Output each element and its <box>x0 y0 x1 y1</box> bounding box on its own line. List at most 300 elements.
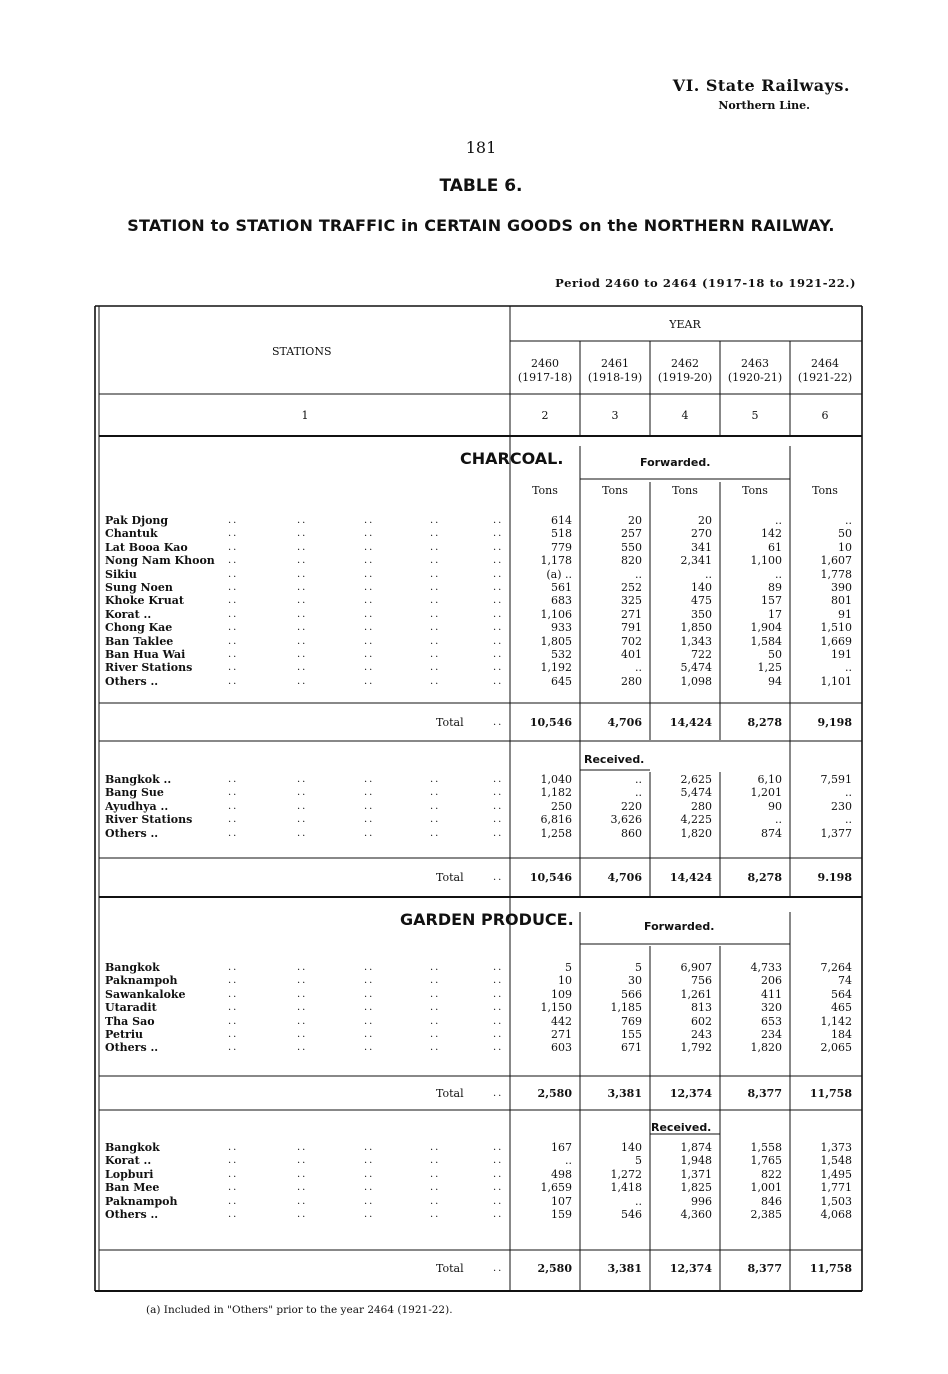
leader-dots: .. <box>493 962 504 973</box>
leader-dots: .. <box>430 814 441 826</box>
cell-value: 2,341 <box>680 554 712 568</box>
leader-dots: .. <box>430 975 441 987</box>
leader-dots: .. <box>430 1155 441 1167</box>
leader-dots: .. <box>364 1002 375 1014</box>
leader-dots: .. <box>430 595 441 607</box>
unit-label: Tons <box>742 484 768 497</box>
leader-dots: .. <box>430 555 441 567</box>
station-name: Lat Booa Kao <box>105 540 188 554</box>
cell-value: 1,669 <box>820 634 852 648</box>
leader-dots: .. <box>297 774 308 785</box>
leader-dots: .. <box>430 649 441 660</box>
cell-value: 350 <box>691 607 712 621</box>
leader-dots: .. <box>493 872 504 883</box>
year-column-label: YEAR <box>669 318 701 331</box>
cell-value: 184 <box>831 1028 852 1041</box>
cell-value: .. <box>845 813 852 827</box>
leader-dots: .. <box>297 1142 308 1153</box>
cell-value: 1,178 <box>540 554 572 568</box>
cell-value: 10 <box>838 540 852 554</box>
leader-dots: .. <box>493 1042 504 1054</box>
cell-value: 614 <box>551 514 572 527</box>
leader-dots: .. <box>493 1142 504 1153</box>
cell-value: 5 <box>635 1154 642 1168</box>
leader-dots: .. <box>228 962 239 973</box>
cell-value: .. <box>635 567 642 581</box>
cell-value: 1,778 <box>820 567 852 581</box>
leader-dots: .. <box>228 662 239 674</box>
year-header-ce: (1920-21) <box>727 371 783 384</box>
leader-dots: .. <box>364 595 375 607</box>
station-name: Petriu <box>105 1028 144 1041</box>
section-title: GARDEN PRODUCE. <box>400 910 574 929</box>
cell-value: 50 <box>768 648 782 661</box>
leader-dots: .. <box>493 1015 504 1027</box>
cell-value: 1,825 <box>680 1181 712 1195</box>
cell-value: 142 <box>761 527 782 541</box>
cell-value: 390 <box>831 581 852 594</box>
cell-value: 325 <box>621 594 642 608</box>
station-name: Others .. <box>105 674 159 688</box>
leader-dots: .. <box>297 582 308 593</box>
cell-value: 157 <box>761 594 782 608</box>
running-header-series: VI. State Railways. <box>672 76 850 95</box>
leader-dots: .. <box>297 1155 308 1167</box>
cell-value: 1,503 <box>820 1194 852 1208</box>
block-label: Forwarded. <box>640 456 711 469</box>
section-title: CHARCOAL. <box>460 449 564 468</box>
leader-dots: .. <box>364 827 375 839</box>
total-value: 14,424 <box>669 716 712 729</box>
leader-dots: .. <box>493 608 504 620</box>
station-name: River Stations <box>105 813 193 827</box>
cell-value: 1,548 <box>820 1154 852 1168</box>
cell-value: 683 <box>551 594 572 608</box>
year-header-ce: (1918-19) <box>587 371 643 384</box>
leader-dots: .. <box>430 662 441 674</box>
cell-value: 1,495 <box>820 1167 852 1181</box>
station-name: Others .. <box>105 1041 159 1055</box>
cell-value: 465 <box>831 1001 852 1015</box>
total-value: 8,278 <box>747 871 782 884</box>
leader-dots: .. <box>297 787 308 799</box>
cell-value: 1,558 <box>750 1141 782 1154</box>
cell-value: 791 <box>621 621 642 635</box>
leader-dots: .. <box>297 595 308 607</box>
station-name: Bangkok <box>105 961 160 974</box>
leader-dots: .. <box>364 1168 375 1180</box>
station-name: Sawankaloke <box>105 987 186 1001</box>
cell-value: 1,820 <box>750 1041 782 1055</box>
cell-value: .. <box>775 813 782 827</box>
leader-dots: .. <box>364 541 375 553</box>
station-name: Lopburi <box>105 1167 154 1181</box>
leader-dots: .. <box>430 1042 441 1054</box>
leader-dots: .. <box>364 962 375 973</box>
cell-value: 167 <box>551 1141 572 1154</box>
cell-value: 779 <box>551 540 572 554</box>
leader-dots: .. <box>364 662 375 674</box>
cell-value: 401 <box>621 648 642 661</box>
cell-value: 996 <box>691 1194 712 1208</box>
leader-dots: .. <box>228 1155 239 1167</box>
leader-dots: .. <box>228 1195 239 1207</box>
year-header-ce: (1917-18) <box>517 371 573 384</box>
total-value: 8,377 <box>747 1262 782 1275</box>
cell-value: 280 <box>621 674 642 688</box>
leader-dots: .. <box>228 1002 239 1014</box>
leader-dots: .. <box>364 787 375 799</box>
cell-value: 1,258 <box>540 826 572 840</box>
leader-dots: .. <box>228 675 239 687</box>
leader-dots: .. <box>228 787 239 799</box>
leader-dots: .. <box>228 1029 239 1040</box>
leader-dots: .. <box>297 675 308 687</box>
cell-value: 6,907 <box>680 961 712 974</box>
leader-dots: .. <box>228 814 239 826</box>
cell-value: 250 <box>551 799 572 813</box>
total-label: Total <box>436 1087 464 1100</box>
cell-value: 411 <box>761 987 782 1001</box>
total-value: 9.198 <box>817 871 852 884</box>
leader-dots: .. <box>493 675 504 687</box>
leader-dots: .. <box>297 555 308 567</box>
leader-dots: .. <box>430 635 441 647</box>
leader-dots: .. <box>228 595 239 607</box>
leader-dots: .. <box>493 1088 504 1099</box>
unit-label: Tons <box>812 484 838 497</box>
cell-value: 1,874 <box>680 1141 712 1154</box>
column-number: 6 <box>821 409 829 422</box>
cell-value: 90 <box>768 799 782 813</box>
cell-value: 1,850 <box>680 621 712 635</box>
leader-dots: .. <box>297 975 308 987</box>
leader-dots: .. <box>364 568 375 580</box>
total-value: 9,198 <box>817 716 852 729</box>
leader-dots: .. <box>297 568 308 580</box>
station-name: Paknampoh <box>105 974 178 988</box>
cell-value: 2,385 <box>750 1208 782 1221</box>
total-value: 10,546 <box>529 716 572 729</box>
cell-value: 20 <box>698 514 712 527</box>
cell-value: 10 <box>558 974 572 988</box>
cell-value: 50 <box>838 527 852 541</box>
total-value: 3,381 <box>607 1087 642 1100</box>
leader-dots: .. <box>228 1182 239 1194</box>
leader-dots: .. <box>493 541 504 553</box>
leader-dots: .. <box>364 975 375 987</box>
total-value: 3,381 <box>607 1262 642 1275</box>
leader-dots: .. <box>493 662 504 674</box>
leader-dots: .. <box>364 774 375 785</box>
leader-dots: .. <box>297 1195 308 1207</box>
total-value: 14,424 <box>669 871 712 884</box>
column-number: 3 <box>611 409 619 422</box>
leader-dots: .. <box>430 1168 441 1180</box>
station-name: Chantuk <box>105 527 158 541</box>
total-value: 11,758 <box>809 1087 852 1100</box>
cell-value: 74 <box>838 974 852 988</box>
leader-dots: .. <box>297 608 308 620</box>
cell-value: 6,10 <box>757 773 782 786</box>
cell-value: 1,607 <box>820 554 852 568</box>
station-name: Others .. <box>105 826 159 840</box>
cell-value: 4,733 <box>750 961 782 974</box>
cell-value: 1,25 <box>757 661 782 675</box>
leader-dots: .. <box>364 515 375 526</box>
leader-dots: .. <box>297 1029 308 1040</box>
cell-value: 1,805 <box>540 634 572 648</box>
station-name: Pak Djong <box>105 514 169 527</box>
period-caption: Period 2460 to 2464 (1917-18 to 1921-22.) <box>555 276 856 290</box>
station-name: Utaradit <box>105 1001 157 1015</box>
leader-dots: .. <box>228 608 239 620</box>
leader-dots: .. <box>493 528 504 540</box>
cell-value: 4,225 <box>680 813 712 827</box>
cell-value: .. <box>845 514 852 527</box>
leader-dots: .. <box>493 717 504 728</box>
total-value: 2,580 <box>537 1087 572 1100</box>
page-number: 181 <box>465 138 497 157</box>
cell-value: 550 <box>621 540 642 554</box>
cell-value: 603 <box>551 1041 572 1055</box>
cell-value: 191 <box>831 648 852 661</box>
leader-dots: .. <box>364 1042 375 1054</box>
leader-dots: .. <box>364 814 375 826</box>
cell-value: 230 <box>831 799 852 813</box>
leader-dots: .. <box>228 975 239 987</box>
running-header-line: Northern Line. <box>718 99 810 112</box>
leader-dots: .. <box>228 1015 239 1027</box>
cell-value: 5 <box>565 961 572 974</box>
leader-dots: .. <box>430 827 441 839</box>
station-name: Ban Taklee <box>105 634 174 648</box>
leader-dots: .. <box>430 608 441 620</box>
cell-value: 320 <box>761 1001 782 1015</box>
cell-value: 271 <box>551 1028 572 1041</box>
cell-value: 5,474 <box>680 786 712 800</box>
cell-value: 91 <box>838 607 852 621</box>
station-name: Korat .. <box>105 607 152 621</box>
cell-value: 155 <box>621 1028 642 1041</box>
leader-dots: .. <box>228 1042 239 1054</box>
station-name: Others .. <box>105 1208 159 1221</box>
leader-dots: .. <box>364 1015 375 1027</box>
cell-value: 1,418 <box>610 1181 642 1195</box>
leader-dots: .. <box>228 827 239 839</box>
cell-value: 933 <box>551 621 572 635</box>
leader-dots: .. <box>493 635 504 647</box>
cell-value: 3,626 <box>610 813 642 827</box>
leader-dots: .. <box>493 800 504 812</box>
leader-dots: .. <box>430 787 441 799</box>
leader-dots: .. <box>493 827 504 839</box>
leader-dots: .. <box>297 635 308 647</box>
leader-dots: .. <box>297 515 308 526</box>
leader-dots: .. <box>364 608 375 620</box>
leader-dots: .. <box>430 774 441 785</box>
leader-dots: .. <box>493 1029 504 1040</box>
station-name: Ban Hua Wai <box>105 648 186 661</box>
cell-value: 475 <box>691 594 712 608</box>
leader-dots: .. <box>228 988 239 1000</box>
leader-dots: .. <box>493 649 504 660</box>
cell-value: 602 <box>691 1014 712 1028</box>
column-number: 5 <box>751 409 759 422</box>
cell-value: 1,272 <box>610 1167 642 1181</box>
cell-value: .. <box>775 514 782 527</box>
leader-dots: .. <box>297 528 308 540</box>
leader-dots: .. <box>297 622 308 634</box>
cell-value: 653 <box>761 1014 782 1028</box>
cell-value: 722 <box>691 648 712 661</box>
leader-dots: .. <box>493 622 504 634</box>
leader-dots: .. <box>297 541 308 553</box>
cell-value: 1,142 <box>820 1014 852 1028</box>
leader-dots: .. <box>228 635 239 647</box>
total-value: 8,377 <box>747 1087 782 1100</box>
cell-value: 61 <box>768 540 782 554</box>
footnote: (a) Included in "Others" prior to the year 2464 (1921-22). <box>146 1304 453 1316</box>
cell-value: 1,948 <box>680 1154 712 1168</box>
cell-value: 874 <box>761 826 782 840</box>
leader-dots: .. <box>297 814 308 826</box>
station-name: Paknampoh <box>105 1194 178 1208</box>
station-name: Ayudhya .. <box>105 799 169 813</box>
leader-dots: .. <box>430 622 441 634</box>
leader-dots: .. <box>430 568 441 580</box>
cell-value: 702 <box>621 634 642 648</box>
unit-label: Tons <box>672 484 698 497</box>
cell-value: 846 <box>761 1194 782 1208</box>
leader-dots: .. <box>228 582 239 593</box>
leader-dots: .. <box>297 988 308 1000</box>
cell-value: 1,377 <box>820 826 852 840</box>
leader-dots: .. <box>493 515 504 526</box>
leader-dots: .. <box>430 962 441 973</box>
leader-dots: .. <box>228 1209 239 1220</box>
cell-value: 159 <box>551 1208 572 1221</box>
stations-column-label: STATIONS <box>272 345 332 358</box>
station-name: Nong Nam Khoon <box>105 554 215 568</box>
station-name: Chong Kae <box>105 621 173 635</box>
leader-dots: .. <box>430 675 441 687</box>
leader-dots: .. <box>430 988 441 1000</box>
year-header-be: 2464 <box>811 357 839 370</box>
table-title: STATION to STATION TRAFFIC in CERTAIN GOODS on the NORTHERN RAILWAY. <box>127 216 835 235</box>
leader-dots: .. <box>493 814 504 826</box>
cell-value: 1,201 <box>750 786 782 800</box>
station-name: Sung Noen <box>105 581 173 594</box>
year-header-be: 2462 <box>671 357 699 370</box>
leader-dots: .. <box>364 582 375 593</box>
leader-dots: .. <box>493 595 504 607</box>
cell-value: 518 <box>551 527 572 541</box>
leader-dots: .. <box>297 662 308 674</box>
cell-value: 2,065 <box>820 1041 852 1055</box>
cell-value: .. <box>845 786 852 800</box>
leader-dots: .. <box>228 568 239 580</box>
cell-value: 1,820 <box>680 826 712 840</box>
cell-value: .. <box>635 786 642 800</box>
leader-dots: .. <box>430 1195 441 1207</box>
leader-dots: .. <box>364 988 375 1000</box>
cell-value: 1,106 <box>540 607 572 621</box>
leader-dots: .. <box>493 1195 504 1207</box>
leader-dots: .. <box>228 1168 239 1180</box>
leader-dots: .. <box>364 1155 375 1167</box>
leader-dots: .. <box>430 582 441 593</box>
leader-dots: .. <box>493 1263 504 1274</box>
cell-value: 820 <box>621 554 642 568</box>
cell-value: .. <box>775 567 782 581</box>
cell-value: 341 <box>691 540 712 554</box>
cell-value: 498 <box>551 1167 572 1181</box>
station-name: Bangkok <box>105 1141 160 1154</box>
leader-dots: .. <box>297 1168 308 1180</box>
cell-value: 89 <box>768 581 782 594</box>
station-name: Khoke Kruat <box>105 594 184 608</box>
leader-dots: .. <box>493 787 504 799</box>
leader-dots: .. <box>228 528 239 540</box>
total-value: 2,580 <box>537 1262 572 1275</box>
cell-value: 1,659 <box>540 1181 572 1195</box>
year-header-ce: (1919-20) <box>657 371 713 384</box>
cell-value: 280 <box>691 799 712 813</box>
cell-value: 1,101 <box>820 674 852 688</box>
leader-dots: .. <box>364 675 375 687</box>
cell-value: 860 <box>621 826 642 840</box>
leader-dots: .. <box>430 1029 441 1040</box>
leader-dots: .. <box>297 1042 308 1054</box>
unit-label: Tons <box>532 484 558 497</box>
total-value: 10,546 <box>529 871 572 884</box>
leader-dots: .. <box>228 541 239 553</box>
year-header-be: 2461 <box>601 357 629 370</box>
leader-dots: .. <box>364 800 375 812</box>
station-name: Korat .. <box>105 1154 152 1168</box>
total-label: Total <box>436 1262 464 1275</box>
cell-value: 1,040 <box>540 773 572 786</box>
column-number: 1 <box>301 409 309 422</box>
cell-value: 566 <box>621 987 642 1001</box>
leader-dots: .. <box>228 622 239 634</box>
leader-dots: .. <box>430 541 441 553</box>
cell-value: 1,192 <box>540 661 572 675</box>
leader-dots: .. <box>228 1142 239 1153</box>
cell-value: 1,510 <box>820 621 852 635</box>
cell-value: 1,584 <box>750 634 782 648</box>
leader-dots: .. <box>364 649 375 660</box>
leader-dots: .. <box>364 555 375 567</box>
cell-value: 7,264 <box>820 961 852 974</box>
total-value: 12,374 <box>669 1262 712 1275</box>
cell-value: 1,182 <box>540 786 572 800</box>
total-value: 4,706 <box>607 716 642 729</box>
leader-dots: .. <box>364 1209 375 1220</box>
total-value: 8,278 <box>747 716 782 729</box>
leader-dots: .. <box>430 1142 441 1153</box>
leader-dots: .. <box>228 649 239 660</box>
leader-dots: .. <box>493 1002 504 1014</box>
cell-value: 671 <box>621 1041 642 1055</box>
table-number: TABLE 6. <box>439 176 523 196</box>
cell-value: 1,343 <box>680 634 712 648</box>
station-name: Sikiu <box>105 567 137 581</box>
leader-dots: .. <box>430 800 441 812</box>
cell-value: 2,625 <box>680 773 712 786</box>
cell-value: 271 <box>621 607 642 621</box>
